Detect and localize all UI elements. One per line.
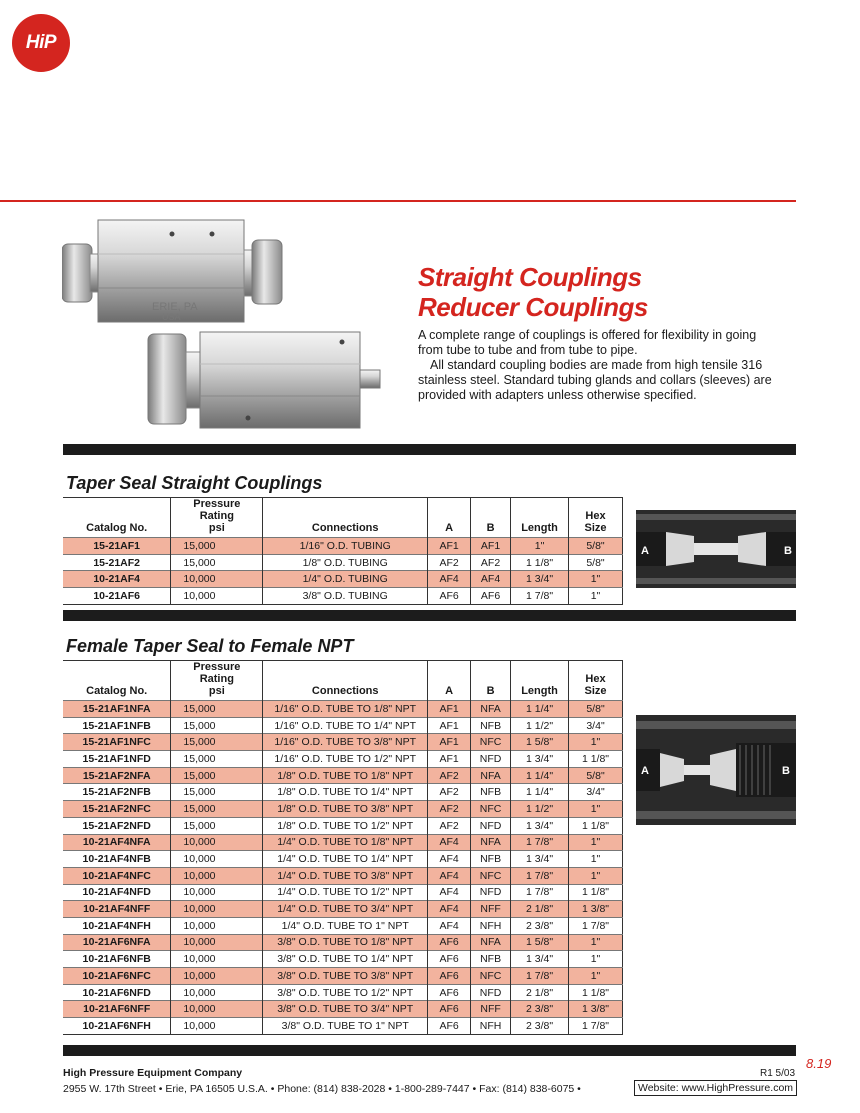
col-length: Length [511,661,569,701]
b-cell: NFD [471,984,511,1001]
b-cell: AF2 [471,554,511,571]
pressure-cell: 10,000 [171,968,263,985]
length-cell: 1 5/8" [511,934,569,951]
b-cell: AF1 [471,538,511,555]
col-pressure-line3: psi [208,685,225,697]
b-cell: NFC [471,867,511,884]
table-row [63,984,623,1001]
pressure-cell: 10,000 [171,884,263,901]
hex-cell: 1" [569,588,623,605]
a-cell: AF6 [428,1018,471,1035]
col-pressure-line1: Pressure [193,661,241,673]
table-row [63,867,623,884]
connection-cell: 1/16" O.D. TUBE TO 1/8" NPT [263,701,428,718]
b-cell: NFA [471,767,511,784]
footer-bar [63,1045,796,1056]
b-cell: NFB [471,951,511,968]
a-cell: AF4 [428,917,471,934]
connection-cell: 1/16" O.D. TUBING [263,538,428,555]
a-cell: AF1 [428,538,471,555]
connection-cell: 1/4" O.D. TUBE TO 1/2" NPT [263,884,428,901]
col-hex [569,661,623,701]
b-cell: NFA [471,934,511,951]
hex-cell: 1 1/8" [569,884,623,901]
col-connections: Connections [263,498,428,538]
intro-paragraph-2: All standard coupling bodies are made from high tensile 316 stainless steel. Standard tubing glands and collars (sleeves) are provided with adapters unless otherwise specified. [418,358,772,402]
table-row [63,784,623,801]
a-cell: AF2 [428,554,471,571]
pressure-cell: 10,000 [171,901,263,918]
intro-paragraph-1: A complete range of couplings is offered for flexibility in going from tube to tube and from tube to pipe. [418,328,757,357]
catalog-cell: 15-21AF2NFD [63,817,171,834]
table-row [63,701,623,718]
page-heading [418,262,648,322]
length-cell: 2 1/8" [511,901,569,918]
col-pressure-line1: Pressure [193,498,241,510]
section-bar-2 [63,610,796,621]
connection-cell: 3/8" O.D. TUBE TO 1" NPT [263,1018,428,1035]
b-cell: NFH [471,1018,511,1035]
photo-engraving-1: ERIE, PA [152,301,198,313]
heading-line-2: Reducer Couplings [418,292,648,322]
col-length: Length [511,498,569,538]
hex-cell: 1" [569,801,623,818]
length-cell: 1 3/4" [511,751,569,768]
b-cell: NFH [471,917,511,934]
catalog-cell: 10-21AF4NFH [63,917,171,934]
b-cell: NFC [471,734,511,751]
a-cell: AF4 [428,901,471,918]
catalog-cell: 10-21AF6 [63,588,171,605]
connection-cell: 1/4" O.D. TUBE TO 1/4" NPT [263,851,428,868]
connection-cell: 3/8" O.D. TUBE TO 3/4" NPT [263,1001,428,1018]
table-row [63,801,623,818]
hex-cell: 1" [569,951,623,968]
length-cell: 1 5/8" [511,734,569,751]
hex-cell: 1" [569,934,623,951]
a-cell: AF2 [428,801,471,818]
pressure-cell: 10,000 [171,984,263,1001]
pressure-cell: 15,000 [171,767,263,784]
col-pressure-line3: psi [208,522,225,534]
table-row [63,917,623,934]
catalog-cell: 10-21AF6NFH [63,1018,171,1035]
company-address: 2955 W. 17th Street • Erie, PA 16505 U.S.A. • Phone: (814) 838-2028 • 1-800-289-7447 • Fax: (814) 838-6075 • [63,1083,581,1095]
a-cell: AF6 [428,588,471,605]
hex-cell: 1 1/8" [569,751,623,768]
catalog-cell: 10-21AF4NFA [63,834,171,851]
length-cell: 2 3/8" [511,1018,569,1035]
pressure-cell: 15,000 [171,784,263,801]
hip-logo [12,14,70,72]
table-row [63,851,623,868]
logo-text: HiP [25,32,57,53]
col-connections: Connections [263,661,428,701]
table-row [63,767,623,784]
connection-cell: 1/8" O.D. TUBE TO 1/4" NPT [263,784,428,801]
length-cell: 1 3/4" [511,571,569,588]
connection-cell: 1/4" O.D. TUBE TO 3/8" NPT [263,867,428,884]
a-cell: AF2 [428,817,471,834]
b-cell: NFF [471,1001,511,1018]
a-cell: AF1 [428,717,471,734]
connection-cell: 3/8" O.D. TUBE TO 1/4" NPT [263,951,428,968]
col-a: A [428,498,471,538]
catalog-cell: 15-21AF1NFD [63,751,171,768]
connection-cell: 1/4" O.D. TUBING [263,571,428,588]
heading-line-1: Straight Couplings [418,262,642,292]
hex-cell: 1 3/8" [569,1001,623,1018]
table-row [63,554,623,571]
col-hex-line2: Size [584,685,607,697]
hex-cell: 1 7/8" [569,917,623,934]
diagram1-label-b: B [784,545,792,557]
pressure-cell: 15,000 [171,717,263,734]
b-cell: NFA [471,834,511,851]
a-cell: AF1 [428,751,471,768]
b-cell: NFB [471,784,511,801]
coupling-photo [62,214,402,429]
b-cell: NFF [471,901,511,918]
col-catalog: Catalog No. [86,685,148,697]
pressure-cell: 10,000 [171,951,263,968]
a-cell: AF6 [428,1001,471,1018]
catalog-cell: 15-21AF1NFA [63,701,171,718]
table-header-row [63,661,623,701]
pressure-cell: 15,000 [171,538,263,555]
b-cell: NFD [471,817,511,834]
table-row [63,588,623,605]
b-cell: NFB [471,851,511,868]
connection-cell: 1/16" O.D. TUBE TO 1/4" NPT [263,717,428,734]
table-row [63,817,623,834]
hex-cell: 1 1/8" [569,817,623,834]
hex-cell: 5/8" [569,767,623,784]
table-row [63,934,623,951]
table2-title: Female Taper Seal to Female NPT [66,636,354,656]
b-cell: NFC [471,801,511,818]
col-hex-line1: Hex [585,673,606,685]
length-cell: 1 7/8" [511,834,569,851]
pressure-cell: 10,000 [171,588,263,605]
a-cell: AF4 [428,834,471,851]
connection-cell: 1/8" O.D. TUBE TO 1/2" NPT [263,817,428,834]
hex-cell: 1" [569,851,623,868]
length-cell: 1 3/4" [511,951,569,968]
table-header-row [63,498,623,538]
col-b: B [471,661,511,701]
connection-cell: 1/4" O.D. TUBE TO 1" NPT [263,917,428,934]
length-cell: 1 3/4" [511,851,569,868]
connection-cell: 3/8" O.D. TUBE TO 1/2" NPT [263,984,428,1001]
catalog-cell: 15-21AF2NFA [63,767,171,784]
catalog-cell: 15-21AF2 [63,554,171,571]
length-cell: 2 3/8" [511,917,569,934]
catalog-cell: 10-21AF6NFA [63,934,171,951]
catalog-cell: 15-21AF2NFB [63,784,171,801]
hex-cell: 1" [569,571,623,588]
a-cell: AF1 [428,701,471,718]
a-cell: AF4 [428,571,471,588]
a-cell: AF4 [428,867,471,884]
length-cell: 2 1/8" [511,984,569,1001]
hex-cell: 1 7/8" [569,1018,623,1035]
col-b: B [471,498,511,538]
length-cell: 1 1/2" [511,801,569,818]
catalog-cell: 10-21AF4NFF [63,901,171,918]
b-cell: NFA [471,701,511,718]
catalog-cell: 10-21AF6NFD [63,984,171,1001]
pressure-cell: 10,000 [171,917,263,934]
b-cell: AF6 [471,588,511,605]
col-pressure-line2: Rating [199,510,234,522]
hex-cell: 3/4" [569,784,623,801]
hex-cell: 1" [569,834,623,851]
a-cell: AF6 [428,984,471,1001]
table-row [63,717,623,734]
catalog-cell: 10-21AF6NFC [63,968,171,985]
col-catalog: Catalog No. [86,522,148,534]
pressure-cell: 15,000 [171,801,263,818]
table-straight-couplings [63,497,623,605]
col-hex [569,498,623,538]
length-cell: 1 1/8" [511,554,569,571]
table-row [63,951,623,968]
hex-cell: 5/8" [569,554,623,571]
pressure-cell: 15,000 [171,817,263,834]
pressure-cell: 10,000 [171,1001,263,1018]
table-row [63,751,623,768]
a-cell: AF6 [428,968,471,985]
a-cell: AF6 [428,951,471,968]
b-cell: NFB [471,717,511,734]
a-cell: AF2 [428,784,471,801]
catalog-cell: 15-21AF1 [63,538,171,555]
connection-cell: 1/16" O.D. TUBE TO 3/8" NPT [263,734,428,751]
connection-cell: 1/8" O.D. TUBE TO 1/8" NPT [263,767,428,784]
catalog-cell: 15-21AF2NFC [63,801,171,818]
hex-cell: 1 3/8" [569,901,623,918]
table-row [63,1001,623,1018]
table-row [63,1018,623,1035]
catalog-cell: 15-21AF1NFC [63,734,171,751]
hex-cell: 1 1/8" [569,984,623,1001]
connection-cell: 1/4" O.D. TUBE TO 3/4" NPT [263,901,428,918]
table-row [63,901,623,918]
table-row [63,538,623,555]
length-cell: 1 7/8" [511,968,569,985]
connection-cell: 1/8" O.D. TUBING [263,554,428,571]
a-cell: AF4 [428,884,471,901]
a-cell: AF4 [428,851,471,868]
catalog-cell: 10-21AF4NFD [63,884,171,901]
connection-cell: 1/4" O.D. TUBE TO 1/8" NPT [263,834,428,851]
length-cell: 1" [511,538,569,555]
table-row [63,571,623,588]
top-red-rule [0,200,796,202]
page-number: 8.19 [806,1056,832,1071]
col-pressure [171,498,263,538]
pressure-cell: 15,000 [171,751,263,768]
diagram2-label-b: B [782,765,790,777]
length-cell: 1 1/4" [511,701,569,718]
revision-label: R1 5/03 [760,1068,796,1079]
b-cell: AF4 [471,571,511,588]
catalog-cell: 10-21AF6NFF [63,1001,171,1018]
length-cell: 1 1/2" [511,717,569,734]
pressure-cell: 15,000 [171,701,263,718]
table-female-npt [63,660,623,1035]
catalog-cell: 10-21AF4NFB [63,851,171,868]
length-cell: 2 3/8" [511,1001,569,1018]
a-cell: AF6 [428,934,471,951]
length-cell: 1 7/8" [511,884,569,901]
website-link[interactable]: Website: www.HighPressure.com [634,1080,797,1096]
pressure-cell: 15,000 [171,734,263,751]
b-cell: NFD [471,751,511,768]
col-pressure [171,661,263,701]
catalog-cell: 10-21AF4 [63,571,171,588]
table-row [63,968,623,985]
hex-cell: 1" [569,734,623,751]
col-a: A [428,661,471,701]
length-cell: 1 3/4" [511,817,569,834]
catalog-cell: 10-21AF4NFC [63,867,171,884]
b-cell: NFC [471,968,511,985]
pressure-cell: 10,000 [171,934,263,951]
a-cell: AF1 [428,734,471,751]
connection-cell: 3/8" O.D. TUBE TO 3/8" NPT [263,968,428,985]
connection-cell: 1/8" O.D. TUBE TO 3/8" NPT [263,801,428,818]
connection-cell: 1/16" O.D. TUBE TO 1/2" NPT [263,751,428,768]
hex-cell: 5/8" [569,701,623,718]
photo-engraving-2: USA [162,312,181,322]
straight-coupling-diagram [636,510,796,593]
col-pressure-line2: Rating [199,673,234,685]
pressure-cell: 10,000 [171,834,263,851]
hex-cell: 1" [569,968,623,985]
pressure-cell: 10,000 [171,1018,263,1035]
b-cell: NFD [471,884,511,901]
hex-cell: 5/8" [569,538,623,555]
intro-text [418,328,778,403]
col-hex-line2: Size [584,522,607,534]
length-cell: 1 1/4" [511,784,569,801]
catalog-cell: 10-21AF6NFB [63,951,171,968]
col-hex-line1: Hex [585,510,606,522]
connection-cell: 3/8" O.D. TUBE TO 1/8" NPT [263,934,428,951]
table-row [63,884,623,901]
pressure-cell: 10,000 [171,851,263,868]
table1-title: Taper Seal Straight Couplings [66,473,323,493]
table-row [63,734,623,751]
pressure-cell: 15,000 [171,554,263,571]
company-name: High Pressure Equipment Company [63,1067,243,1079]
length-cell: 1 7/8" [511,588,569,605]
connection-cell: 3/8" O.D. TUBING [263,588,428,605]
section-bar-1 [63,444,796,455]
a-cell: AF2 [428,767,471,784]
pressure-cell: 10,000 [171,571,263,588]
pressure-cell: 10,000 [171,867,263,884]
hex-cell: 3/4" [569,717,623,734]
table-row [63,834,623,851]
npt-coupling-diagram [636,715,796,830]
diagram2-label-a: A [641,765,649,777]
length-cell: 1 1/4" [511,767,569,784]
catalog-cell: 15-21AF1NFB [63,717,171,734]
hex-cell: 1" [569,867,623,884]
diagram1-label-a: A [641,545,649,557]
length-cell: 1 7/8" [511,867,569,884]
